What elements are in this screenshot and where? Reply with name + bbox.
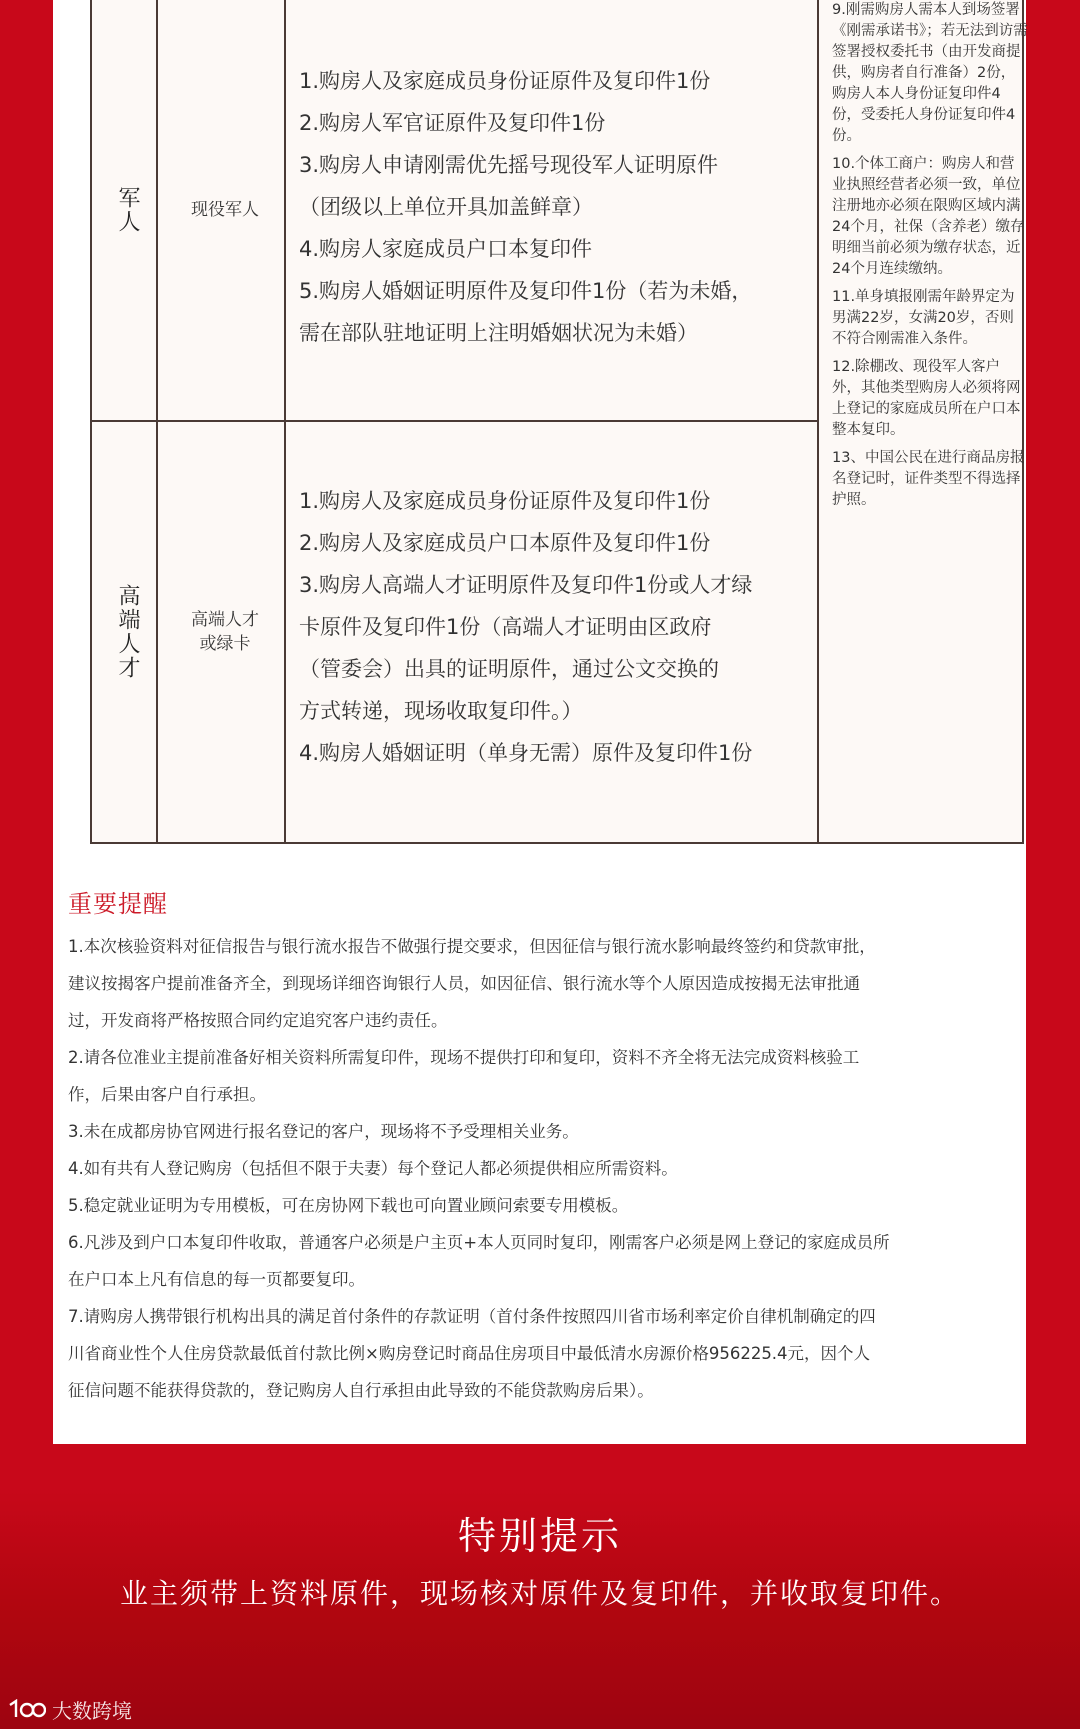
watermark	[8, 1695, 132, 1724]
notes-column	[828, 0, 1028, 518]
reminder-item: 5.稳定就业证明为专用模板，可在房协网下载也可向置业顾问索要专用模板。	[68, 1196, 629, 1215]
watermark-text: 大数跨境	[52, 1699, 132, 1723]
category-military: 军人	[115, 186, 140, 234]
document-item: 3.购房人高端人才证明原件及复印件1份或人才绿 卡原件及复印件1份（高端人才证明由区政府 （管委会）出具的证明原件，通过公文交换的 方式转递，现场收取复印件。）	[299, 573, 753, 723]
note-item: 13、中国公民在进行商品房报名登记时，证件类型不得选择护照。	[832, 450, 1025, 508]
reminder-item: 1.本次核验资料对征信报告与银行流水报告不做强行提交要求，但因征信与银行流水影响最终签约和贷款审批， 建议按揭客户提前准备齐全，到现场详细咨询银行人员，如因征信、银行流水等个人原因造成按揭无法审批通 过，开发商将严格按照合同约定追究客户违约责任。	[68, 937, 876, 1030]
documents-high-end-talent	[299, 480, 829, 774]
note-item: 10.个体工商户：购房人和营业执照经营者必须一致，单位注册地亦必须在限购区域内满24个月，社保（含养老）缴存明细当前必须为缴存状态，近24个月连续缴纳。	[832, 156, 1025, 277]
category-high-end-talent: 高端人才	[115, 584, 140, 680]
reminder-list	[68, 928, 1008, 1409]
requirements-table-panel	[53, 0, 1026, 844]
dashu-logo-icon	[8, 1699, 46, 1721]
document-item: 2.购房人军官证原件及复印件1份	[299, 111, 606, 135]
reminder-title: 重要提醒	[68, 890, 168, 918]
note-item: 9.刚需购房人需本人到场签署《刚需承诺书》；若无法到访需签署授权委托书（由开发商提供，购房者自行准备）2份，购房人本人身份证复印件4份，受委托人身份证复印件4份。	[832, 2, 1028, 144]
document-item: 3.购房人申请刚需优先摇号现役军人证明原件 （团级以上单位开具加盖鲜章）	[299, 153, 719, 219]
special-notice-title: 特别提示	[457, 1514, 622, 1558]
reminder-item: 7.请购房人携带银行机构出具的满足首付条件的存款证明（首付条件按照四川省市场利率定价自律机制确定的四 川省商业性个人住房贷款最低首付款比例×购房登记时商品住房项目中最低清水房源价格956225.4元，因个人 征信问题不能获得贷款的，登记购房人自行承担由此导致的不能贷款购房后果）。	[68, 1307, 876, 1400]
reminder-item: 3.未在成都房协官网进行报名登记的客户，现场将不予受理相关业务。	[68, 1122, 579, 1141]
subcategory-talent-or-green-card: 高端人才 或绿卡	[191, 610, 259, 654]
document-item: 5.购房人婚姻证明原件及复印件1份（若为未婚， 需在部队驻地证明上注明婚姻状况为未婚）	[299, 279, 753, 345]
table-border-left	[90, 0, 92, 844]
special-notice-text: 业主须带上资料原件，现场核对原件及复印件，并收取复印件。	[119, 1577, 960, 1610]
note-item: 12.除棚改、现役军人客户外，其他类型购房人必须将网上登记的家庭成员所在户口本整本复印。	[832, 359, 1021, 438]
document-item: 4.购房人家庭成员户口本复印件	[299, 237, 593, 261]
reminder-item: 6.凡涉及到户口本复印件收取，普通客户必须是户主页+本人页同时复印，刚需客户必须是网上登记的家庭成员所 在户口本上凡有信息的每一页都要复印。	[68, 1233, 890, 1289]
reminder-item: 4.如有共有人登记购房（包括但不限于夫妻）每个登记人都必须提供相应所需资料。	[68, 1159, 678, 1178]
note-item: 11.单身填报刚需年龄界定为男满22岁，女满20岁，否则不符合刚需准入条件。	[832, 289, 1015, 347]
reminder-item: 2.请各位准业主提前准备好相关资料所需复印件，现场不提供打印和复印，资料不齐全将无法完成资料核验工 作，后果由客户自行承担。	[68, 1048, 860, 1104]
document-item: 1.购房人及家庭成员身份证原件及复印件1份	[299, 489, 711, 513]
subcategory-active-military: 现役军人	[191, 200, 259, 220]
document-item: 2.购房人及家庭成员户口本原件及复印件1份	[299, 531, 711, 555]
documents-military	[299, 60, 829, 354]
document-item: 4.购房人婚姻证明（单身无需）原件及复印件1份	[299, 741, 753, 765]
document-item: 1.购房人及家庭成员身份证原件及复印件1份	[299, 69, 711, 93]
